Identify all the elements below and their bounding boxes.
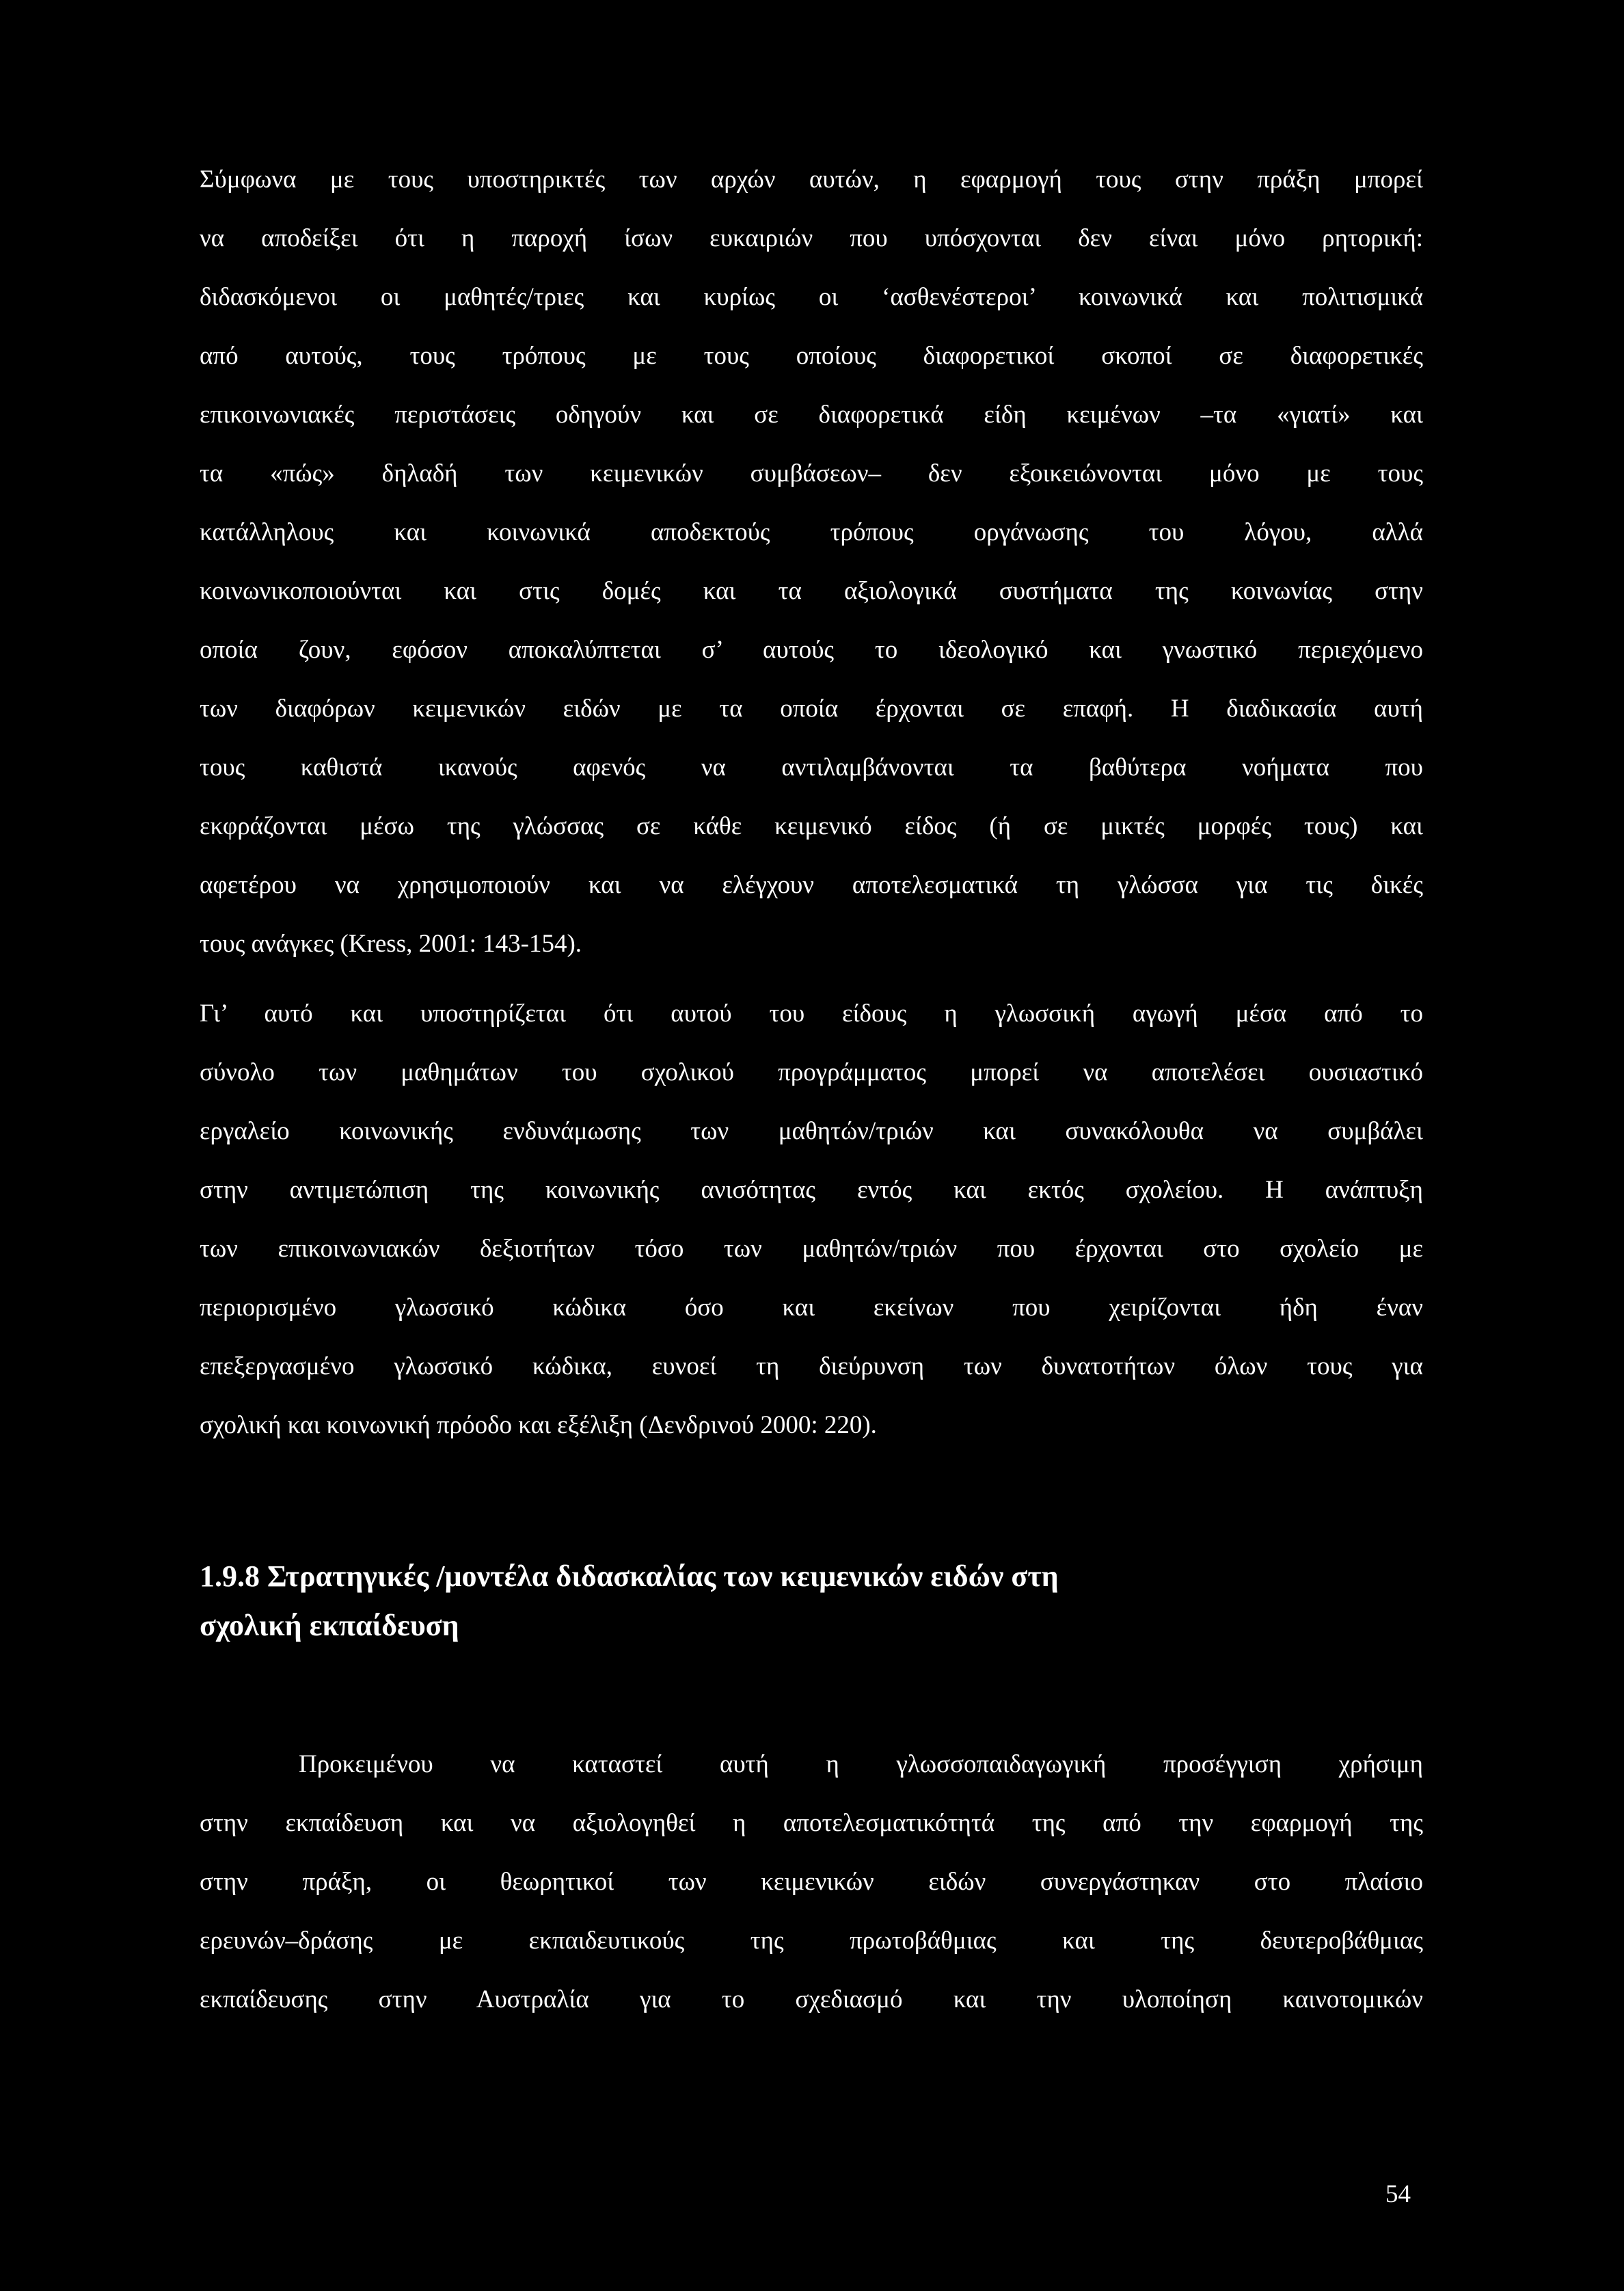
text-line: Γι’ αυτό και υποστηρίζεται ότι αυτού του είδους η γλωσσική αγωγή μέσα από το [200,1000,1423,1028]
page-number: 54 [1385,2180,1411,2208]
text-line: οποία ζουν, εφόσον αποκαλύπτεται σ’ αυτούς το ιδεολογικό και γνωστικό περιεχόμενο [200,636,1423,664]
body-paragraph-2 [200,984,1423,1455]
text-line: σχολική και κοινωνική πρόοδο και εξέλιξη (Δενδρινού 2000: 220). [200,1411,877,1439]
text-line: τους καθιστά ικανούς αφενός να αντιλαμβάνονται τα βαθύτερα νοήματα που [200,753,1423,781]
text-line: ερευνών–δράσης με εκπαιδευτικούς της πρωτοβάθμιας και της δευτεροβάθμιας [200,1927,1423,1955]
text-line: των διαφόρων κειμενικών ειδών με τα οποία έρχονται σε επαφή. Η διαδικασία αυτή [200,695,1423,723]
body-paragraph-3 [200,1735,1423,2029]
section-heading [200,1552,1423,1650]
text-line: επικοινωνιακές περιστάσεις οδηγούν και σε διαφορετικά είδη κειμένων –τα «γιατί» και [200,401,1423,429]
text-line: διδασκόμενοι οι μαθητές/τριες και κυρίως οι ‘ασθενέστεροι’ κοινωνικά και πολιτισμικά [200,283,1423,311]
text-line: στην αντιμετώπιση της κοινωνικής ανισότητας εντός και εκτός σχολείου. Η ανάπτυξη [200,1176,1423,1204]
text-line: τους ανάγκες (Kress, 2001: 143-154). [200,930,582,958]
text-line: κοινωνικοποιούνται και στις δομές και τα αξιολογικά συστήματα της κοινωνίας στην [200,577,1423,605]
text-line: εκπαίδευσης στην Αυστραλία για το σχεδιασμό και την υλοποίηση καινοτομικών [200,1985,1423,2013]
text-line: Προκειμένου να καταστεί αυτή η γλωσσοπαιδαγωγική προσέγγιση χρήσιμη [299,1750,1423,1778]
heading-line: 1.9.8 Στρατηγικές /μοντέλα διδασκαλίας των κειμενικών ειδών στη [200,1559,1059,1593]
text-line: σύνολο των μαθημάτων του σχολικού προγράμματος μπορεί να αποτελέσει ουσιαστικό [200,1058,1423,1086]
text-line: να αποδείξει ότι η παροχή ίσων ευκαιριών που υπόσχονται δεν είναι μόνο ρητορική: [200,224,1423,252]
text-line: στην εκπαίδευση και να αξιολογηθεί η αποτελεσματικότητά της από την εφαρμογή της [200,1809,1423,1837]
text-line: των επικοινωνιακών δεξιοτήτων τόσο των μαθητών/τριών που έρχονται στο σχολείο με [200,1235,1423,1263]
text-line: περιορισμένο γλωσσικό κώδικα όσο και εκείνων που χειρίζονται ήδη έναν [200,1294,1423,1322]
text-line: επεξεργασμένο γλωσσικό κώδικα, ευνοεί τη διεύρυνση των δυνατοτήτων όλων τους για [200,1352,1423,1380]
text-line: τα «πώς» δηλαδή των κειμενικών συμβάσεων– δεν εξοικειώνονται μόνο με τους [200,459,1423,487]
text-line: αφετέρου να χρησιμοποιούν και να ελέγχουν αποτελεσματικά τη γλώσσα για τις δικές [200,871,1423,899]
text-line: Σύμφωνα με τους υποστηρικτές των αρχών αυτών, η εφαρμογή τους στην πράξη μπορεί [200,165,1423,193]
text-line: στην πράξη, οι θεωρητικοί των κειμενικών ειδών συνεργάστηκαν στο πλαίσιο [200,1868,1423,1896]
text-line: εκφράζονται μέσω της γλώσσας σε κάθε κειμενικό είδος (ή σε μικτές μορφές τους) και [200,812,1423,840]
heading-line: σχολική εκπαίδευση [200,1609,459,1642]
text-line: κατάλληλους και κοινωνικά αποδεκτούς τρόπους οργάνωσης του λόγου, αλλά [200,518,1423,546]
body-paragraph-1 [200,150,1423,974]
text-line: εργαλείο κοινωνικής ενδυνάμωσης των μαθητών/τριών και συνακόλουθα να συμβάλει [200,1117,1423,1145]
text-line: από αυτούς, τους τρόπους με τους οποίους διαφορετικοί σκοποί σε διαφορετικές [200,342,1423,370]
